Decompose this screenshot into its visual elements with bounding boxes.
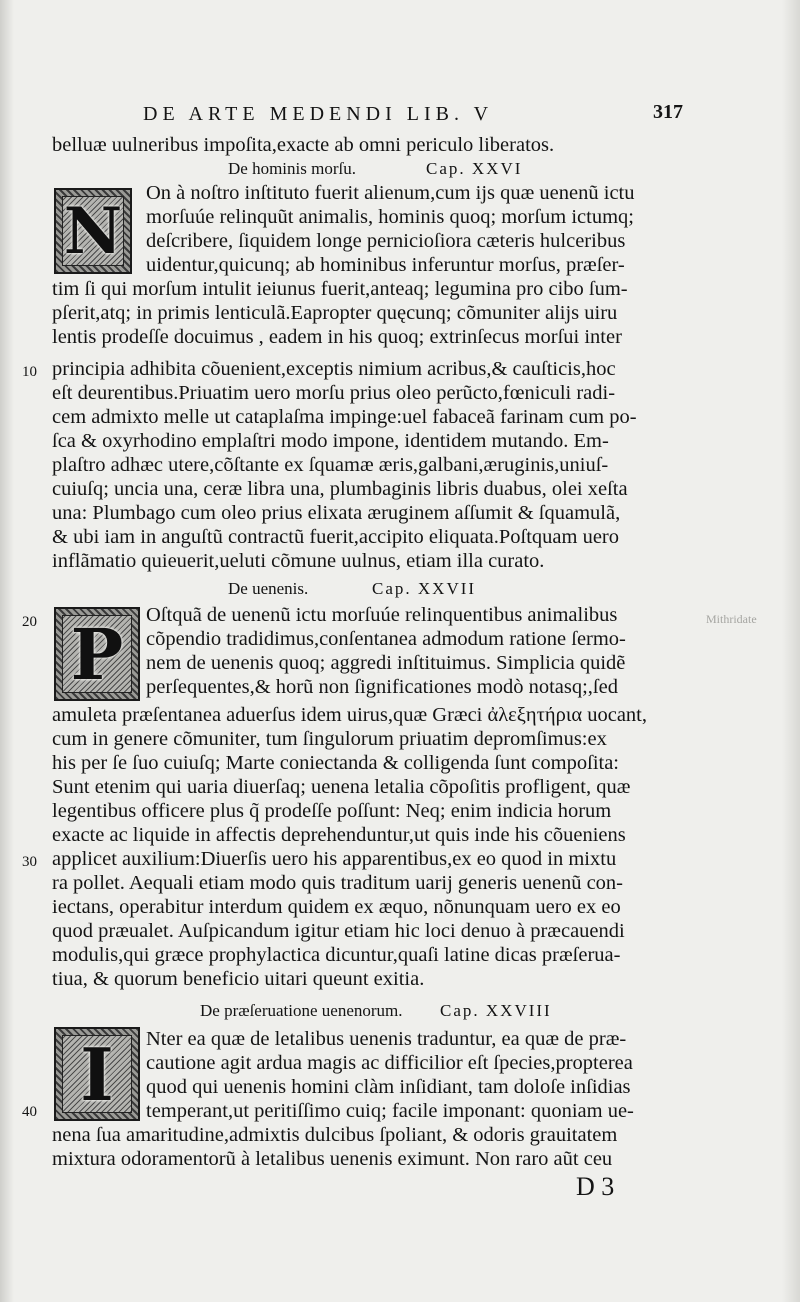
text-line: perſequentes,& horũ non ſignificationes modò notasq;,ſed	[146, 676, 618, 698]
line-number: 30	[22, 854, 37, 870]
text-line: nem de uenenis quoq; aggredi inſtituimus. Simplicia quidẽ	[146, 652, 626, 674]
text-line: quod qui uenenis homini clàm inſidiant, tam doloſe inſidias	[146, 1076, 631, 1098]
chapter-heading	[228, 157, 548, 181]
decorated-initial	[54, 188, 132, 274]
text-line: una: Plumbago cum oleo prius elixata æruginem aſſumit & ſquamulã,	[52, 502, 621, 524]
text-line: inflãmatio quieuerit,ueluti cõmune uulnus, etiam illa curato.	[52, 550, 545, 572]
text-line: ra pollet. Aequali etiam modo quis traditum uarij generis uenenũ con-	[52, 872, 623, 894]
text-line: exacte ac liquide in affectis deprehenduntur,ut quis inde his cõueniens	[52, 824, 626, 846]
text-line: belluæ uulneribus impoſita,exacte ab omni periculo liberatos.	[52, 134, 555, 156]
chapter-number: Cap. XXVII	[372, 579, 477, 598]
text-line: cum in genere cõmuniter, tum ſingulorum priuatim depromſimus:ex	[52, 728, 607, 750]
page-number: 317	[653, 101, 683, 123]
text-line: uidentur,quicunq; ab hominibus inferuntur morſus, præſer-	[146, 254, 625, 276]
chapter-heading	[200, 999, 600, 1023]
running-header	[143, 101, 683, 131]
page-gutter-shadow	[0, 0, 14, 1302]
text-line: amuleta præſentanea aduerſus idem uirus,quæ Græci ἀλεξητήρια uocant,	[52, 704, 647, 726]
text-line: legentibus officere plus q̃ prodeſſe poſſunt: Neq; enim indicia horum	[52, 800, 612, 822]
chapter-title: De præſeruatione uenenorum.	[200, 1001, 403, 1020]
chapter-title: De uenenis.	[228, 579, 309, 598]
text-line: his per ſe ſuo cuiuſq; Marte coniectanda & colligenda ſunt compoſita:	[52, 752, 620, 774]
text-line: Sunt etenim qui uaria diuerſaq; uenena letalia cõpoſitis profligent, quæ	[52, 776, 631, 798]
chapter-title: De hominis morſu.	[228, 159, 356, 178]
initial-letter: N	[63, 193, 123, 269]
text-line: temperant,ut peritiſſimo cuiq; facile imponant: quoniam ue-	[146, 1100, 634, 1122]
text-line: Oſtquã de uenenũ ictu morſuúe relinquentibus animalibus	[146, 604, 618, 626]
running-title: DE ARTE MEDENDI LIB. V	[143, 103, 494, 125]
text-line: plaſtro adhæc utere,cõſtante ex ſquamæ æris,galbani,æruginis,uniuſ-	[52, 454, 609, 476]
initial-letter: I	[80, 1031, 114, 1117]
text-line: quod præualet. Auſpicandum igitur etiam hic loci denuo à præcauendi	[52, 920, 625, 942]
decorated-initial	[54, 1027, 140, 1121]
line-number: 40	[22, 1104, 37, 1120]
text-line: applicet auxilium:Diuerſis uero his apparentibus,ex eo quod in mixtu	[52, 848, 617, 870]
initial-letter: P	[70, 612, 124, 696]
text-line: & ubi iam in anguſtũ contractũ fuerit,accipito eliquata.Poſtquam uero	[52, 526, 620, 548]
chapter-number: Cap. XXVIII	[440, 1001, 552, 1020]
chapter-heading	[228, 577, 548, 601]
line-number: 10	[22, 364, 37, 380]
signature-mark: D 3	[576, 1172, 615, 1201]
text-line: cautione agit ardua magis ac difficilior eſt ſpecies,propterea	[146, 1052, 633, 1074]
chapter-number: Cap. XXVI	[426, 159, 523, 178]
text-line: principia adhibita cõuenient,exceptis nimium acribus,& cauſticis,hoc	[52, 358, 616, 380]
text-line: eſt deurentibus.Priuatim uero morſu prius oleo perũcto,fœniculi radi-	[52, 382, 616, 404]
bleed-through-text: Mithridate	[706, 612, 757, 626]
text-line: On à noſtro inſtituto fuerit alienum,cum ijs quæ uenenũ ictu	[146, 182, 635, 204]
text-line: ſca & oxyrhodino emplaſtri modo impone, identidem mutando. Em-	[52, 430, 609, 452]
text-line: tim ſi qui morſum intulit ieiunus fuerit,anteaq; legumina pro cibo ſum-	[52, 278, 628, 300]
text-line: cem admixto melle ut cataplaſma impinge:uel fabaceã farinam cum po-	[52, 406, 637, 428]
text-line: tiua, & quorum beneficio uitari queunt exitia.	[52, 968, 425, 990]
text-line: lentis prodeſſe docuimus , eadem in his quoq; extrinſecus morſui inter	[52, 326, 622, 348]
page-edge-shadow	[782, 0, 800, 1302]
decorated-initial	[54, 607, 140, 701]
text-line: morſuúe relinquũt animalis, hominis quoq; morſum ictumq;	[146, 206, 634, 228]
text-line: pſerit,atq; in primis lenticulã.Eapropter quęcunq; cõmuniter alijs uiru	[52, 302, 618, 324]
line-number: 20	[22, 614, 37, 630]
text-line: Nter ea quæ de letalibus uenenis traduntur, ea quæ de præ-	[146, 1028, 627, 1050]
text-line: deſcribere, ſiquidem longe pernicioſiora cæteris hulceribus	[146, 230, 626, 252]
text-line: cuiuſq; uncia una, ceræ libra una, plumbaginis libris duabus, olei xeſta	[52, 478, 628, 500]
text-line: iectans, operabitur interdum quidem ex æquo, nõnunquam uero ex eo	[52, 896, 621, 918]
text-line: modulis,qui græce prophylactica dicuntur,quaſi latine dicas præſerua-	[52, 944, 621, 966]
text-line: cõpendio tradidimus,conſentanea admodum ratione ſermo-	[146, 628, 626, 650]
text-line: mixtura odoramentorũ à letalibus uenenis eximunt. Non raro aũt ceu	[52, 1148, 613, 1170]
text-line: nena ſua amaritudine,admixtis dulcibus ſpoliant, & odoris grauitatem	[52, 1124, 618, 1146]
